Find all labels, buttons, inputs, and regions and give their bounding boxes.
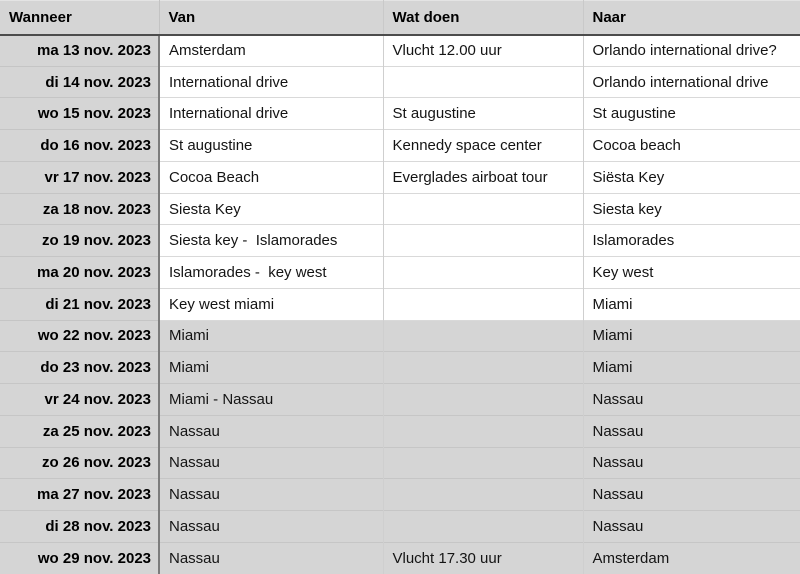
column-header-wat-doen[interactable]: Wat doen bbox=[383, 1, 583, 35]
table-row bbox=[0, 225, 800, 257]
table-row bbox=[0, 257, 800, 289]
cell-naar[interactable]: Siesta key bbox=[583, 193, 800, 225]
cell-naar[interactable]: St augustine bbox=[583, 98, 800, 130]
table-row bbox=[0, 35, 800, 67]
cell-wanneer[interactable]: di 14 nov. 2023 bbox=[0, 66, 159, 98]
cell-wanneer[interactable]: ma 20 nov. 2023 bbox=[0, 257, 159, 289]
table-row bbox=[0, 161, 800, 193]
cell-naar[interactable]: Amsterdam bbox=[583, 542, 800, 574]
cell-wat-doen[interactable]: Vlucht 17.30 uur bbox=[383, 542, 583, 574]
cell-wat-doen[interactable] bbox=[383, 479, 583, 511]
table-row bbox=[0, 193, 800, 225]
table-row bbox=[0, 98, 800, 130]
cell-naar[interactable]: Miami bbox=[583, 352, 800, 384]
cell-van[interactable]: International drive bbox=[159, 66, 383, 98]
cell-naar[interactable]: Cocoa beach bbox=[583, 130, 800, 162]
cell-wat-doen[interactable] bbox=[383, 320, 583, 352]
cell-wanneer[interactable]: zo 19 nov. 2023 bbox=[0, 225, 159, 257]
cell-van[interactable]: Key west miami bbox=[159, 288, 383, 320]
cell-wanneer[interactable]: zo 26 nov. 2023 bbox=[0, 447, 159, 479]
cell-wanneer[interactable]: wo 15 nov. 2023 bbox=[0, 98, 159, 130]
cell-wat-doen[interactable] bbox=[383, 66, 583, 98]
cell-wat-doen[interactable] bbox=[383, 193, 583, 225]
table-row bbox=[0, 288, 800, 320]
cell-wanneer[interactable]: za 18 nov. 2023 bbox=[0, 193, 159, 225]
table-row bbox=[0, 479, 800, 511]
cell-naar[interactable]: Nassau bbox=[583, 479, 800, 511]
cell-van[interactable]: Miami bbox=[159, 320, 383, 352]
table-row bbox=[0, 66, 800, 98]
cell-wanneer[interactable]: di 21 nov. 2023 bbox=[0, 288, 159, 320]
table-row bbox=[0, 511, 800, 543]
cell-wat-doen[interactable] bbox=[383, 415, 583, 447]
cell-wat-doen[interactable] bbox=[383, 288, 583, 320]
cell-van[interactable]: Nassau bbox=[159, 511, 383, 543]
cell-wanneer[interactable]: vr 17 nov. 2023 bbox=[0, 161, 159, 193]
cell-van[interactable]: Islamorades - key west bbox=[159, 257, 383, 289]
cell-naar[interactable]: Key west bbox=[583, 257, 800, 289]
cell-wanneer[interactable]: ma 13 nov. 2023 bbox=[0, 35, 159, 67]
cell-wat-doen[interactable] bbox=[383, 447, 583, 479]
cell-van[interactable]: Cocoa Beach bbox=[159, 161, 383, 193]
cell-naar[interactable]: Orlando international drive? bbox=[583, 35, 800, 67]
header-row bbox=[0, 1, 800, 35]
cell-wat-doen[interactable]: Everglades airboat tour bbox=[383, 161, 583, 193]
cell-naar[interactable]: Miami bbox=[583, 320, 800, 352]
cell-van[interactable]: Nassau bbox=[159, 415, 383, 447]
cell-naar[interactable]: Nassau bbox=[583, 447, 800, 479]
cell-van[interactable]: Nassau bbox=[159, 479, 383, 511]
cell-van[interactable]: Siesta key - Islamorades bbox=[159, 225, 383, 257]
cell-wat-doen[interactable] bbox=[383, 384, 583, 416]
cell-van[interactable]: Amsterdam bbox=[159, 35, 383, 67]
cell-naar[interactable]: Nassau bbox=[583, 384, 800, 416]
cell-wat-doen[interactable]: St augustine bbox=[383, 98, 583, 130]
table-row bbox=[0, 130, 800, 162]
cell-wanneer[interactable]: do 23 nov. 2023 bbox=[0, 352, 159, 384]
column-header-naar[interactable]: Naar bbox=[583, 1, 800, 35]
cell-naar[interactable]: Nassau bbox=[583, 511, 800, 543]
cell-naar[interactable]: Orlando international drive bbox=[583, 66, 800, 98]
cell-naar[interactable]: Siësta Key bbox=[583, 161, 800, 193]
column-header-van[interactable]: Van bbox=[159, 1, 383, 35]
table-row bbox=[0, 320, 800, 352]
cell-wat-doen[interactable] bbox=[383, 352, 583, 384]
cell-van[interactable]: Nassau bbox=[159, 542, 383, 574]
cell-van[interactable]: Miami bbox=[159, 352, 383, 384]
cell-van[interactable]: Miami - Nassau bbox=[159, 384, 383, 416]
cell-van[interactable]: St augustine bbox=[159, 130, 383, 162]
cell-wanneer[interactable]: do 16 nov. 2023 bbox=[0, 130, 159, 162]
table-row bbox=[0, 447, 800, 479]
cell-wat-doen[interactable] bbox=[383, 511, 583, 543]
cell-wanneer[interactable]: vr 24 nov. 2023 bbox=[0, 384, 159, 416]
cell-wanneer[interactable]: di 28 nov. 2023 bbox=[0, 511, 159, 543]
cell-wat-doen[interactable]: Kennedy space center bbox=[383, 130, 583, 162]
cell-naar[interactable]: Nassau bbox=[583, 415, 800, 447]
table-row bbox=[0, 384, 800, 416]
cell-wat-doen[interactable] bbox=[383, 257, 583, 289]
cell-naar[interactable]: Islamorades bbox=[583, 225, 800, 257]
table-row bbox=[0, 352, 800, 384]
cell-van[interactable]: Siesta Key bbox=[159, 193, 383, 225]
column-header-wanneer[interactable]: Wanneer bbox=[0, 1, 159, 35]
table-row bbox=[0, 542, 800, 574]
cell-wat-doen[interactable] bbox=[383, 225, 583, 257]
cell-wanneer[interactable]: wo 22 nov. 2023 bbox=[0, 320, 159, 352]
cell-wanneer[interactable]: ma 27 nov. 2023 bbox=[0, 479, 159, 511]
cell-wanneer[interactable]: wo 29 nov. 2023 bbox=[0, 542, 159, 574]
cell-naar[interactable]: Miami bbox=[583, 288, 800, 320]
cell-wanneer[interactable]: za 25 nov. 2023 bbox=[0, 415, 159, 447]
table-row bbox=[0, 415, 800, 447]
cell-van[interactable]: International drive bbox=[159, 98, 383, 130]
cell-van[interactable]: Nassau bbox=[159, 447, 383, 479]
cell-wat-doen[interactable]: Vlucht 12.00 uur bbox=[383, 35, 583, 67]
